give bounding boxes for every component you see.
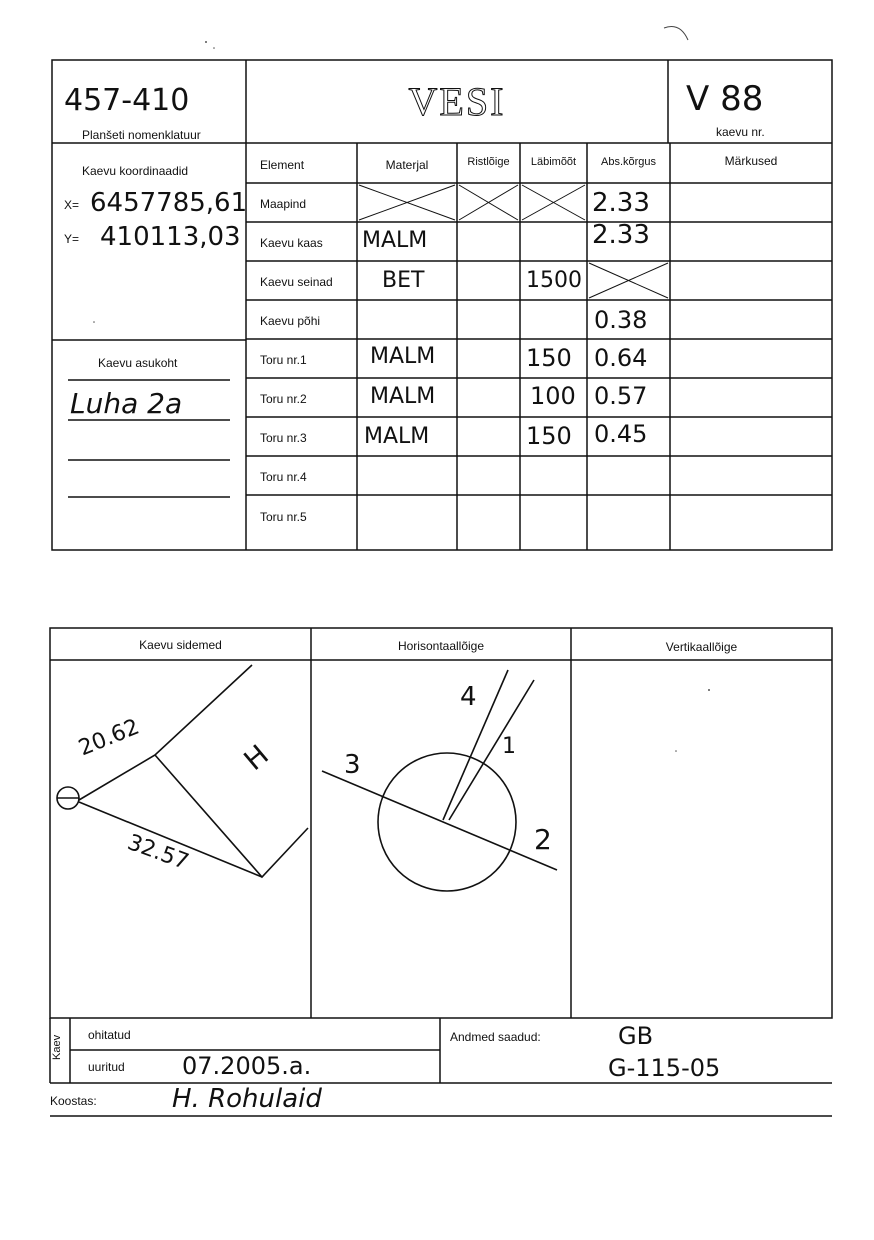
row-element: Toru nr.1 [260, 353, 307, 367]
surveyed-label: uuritud [88, 1060, 125, 1074]
row-diameter: 1500 [526, 268, 582, 293]
sketch-frame [50, 628, 832, 1018]
row-element: Toru nr.4 [260, 470, 307, 484]
row-abs-height: 0.64 [594, 344, 648, 372]
row-material: MALM [370, 384, 436, 409]
row-abs-height: 0.45 [594, 420, 648, 448]
location-label: Kaevu asukoht [98, 356, 178, 370]
row-element: Kaevu seinad [260, 275, 333, 289]
scan-mark [664, 27, 688, 41]
row-abs-height: 2.33 [592, 220, 650, 250]
author-label: Koostas: [50, 1094, 97, 1108]
pipe-label-1: 1 [502, 734, 516, 759]
row-material: MALM [370, 344, 436, 369]
building-mark: H [237, 738, 275, 778]
row-abs-height: 2.33 [592, 188, 650, 218]
row-diameter: 150 [526, 422, 572, 450]
surveyed-value: 07.2005.a. [182, 1052, 312, 1080]
data-source-value-2: G-115-05 [608, 1054, 721, 1082]
row-diameter: 150 [526, 344, 572, 372]
row-element: Toru nr.5 [260, 510, 307, 524]
tie-distance-1: 20.62 [75, 714, 144, 762]
coordinates-label: Kaevu koordinaadid [82, 164, 189, 178]
nomenclature-value: 457-410 [64, 83, 190, 118]
data-source-label: Andmed saadud: [450, 1030, 541, 1044]
inspected-label: ohitatud [88, 1028, 131, 1042]
row-element: Toru nr.3 [260, 431, 307, 445]
pipe-label-3: 3 [344, 750, 361, 780]
row-material: MALM [362, 228, 428, 253]
row-element: Toru nr.2 [260, 392, 307, 406]
horizontal-section-header: Horisontaallõige [397, 639, 485, 653]
y-coordinate-value: 410113,03 [100, 222, 241, 252]
row-diameter: 100 [530, 382, 576, 410]
nomenclature-label: Planšeti nomenklatuur [82, 128, 201, 142]
y-coordinate-label: Y= [64, 232, 80, 246]
data-source-value-1: GB [618, 1022, 654, 1050]
row-element: Maapind [260, 197, 307, 211]
row-material: MALM [364, 424, 430, 449]
x-coordinate-value: 6457785,61 [90, 188, 248, 218]
col-header-notes: Märkused [724, 154, 778, 168]
row-element: Kaevu kaas [260, 236, 323, 250]
col-header-abs-height: Abs.kõrgus [600, 156, 657, 168]
col-header-material: Materjal [385, 158, 429, 172]
col-header-cross-section: Ristlõige [467, 156, 510, 168]
well-number-value: V 88 [686, 79, 764, 119]
row-element: Kaevu põhi [260, 314, 321, 328]
location-value: Luha 2a [70, 387, 183, 420]
page-title: VESI [408, 79, 506, 124]
horizontal-section-sketch [322, 670, 557, 891]
side-label: Kaev [51, 1034, 63, 1060]
author-value: H. Rohulaid [172, 1084, 322, 1114]
tie-distance-2: 32.57 [124, 830, 192, 876]
pipe-label-2: 2 [534, 823, 552, 856]
x-coordinate-label: X= [64, 198, 80, 212]
row-material: BET [382, 268, 425, 293]
row-abs-height: 0.38 [594, 306, 648, 334]
vertical-section-header: Vertikaallõige [665, 640, 738, 654]
col-header-diameter: Läbimõõt [530, 156, 577, 168]
well-number-label: kaevu nr. [716, 125, 765, 139]
row-abs-height: 0.57 [594, 382, 648, 410]
tie-sketch [57, 665, 308, 877]
ties-header: Kaevu sidemed [139, 638, 222, 652]
pipe-label-4: 4 [460, 682, 477, 712]
col-header-element: Element [260, 158, 305, 172]
